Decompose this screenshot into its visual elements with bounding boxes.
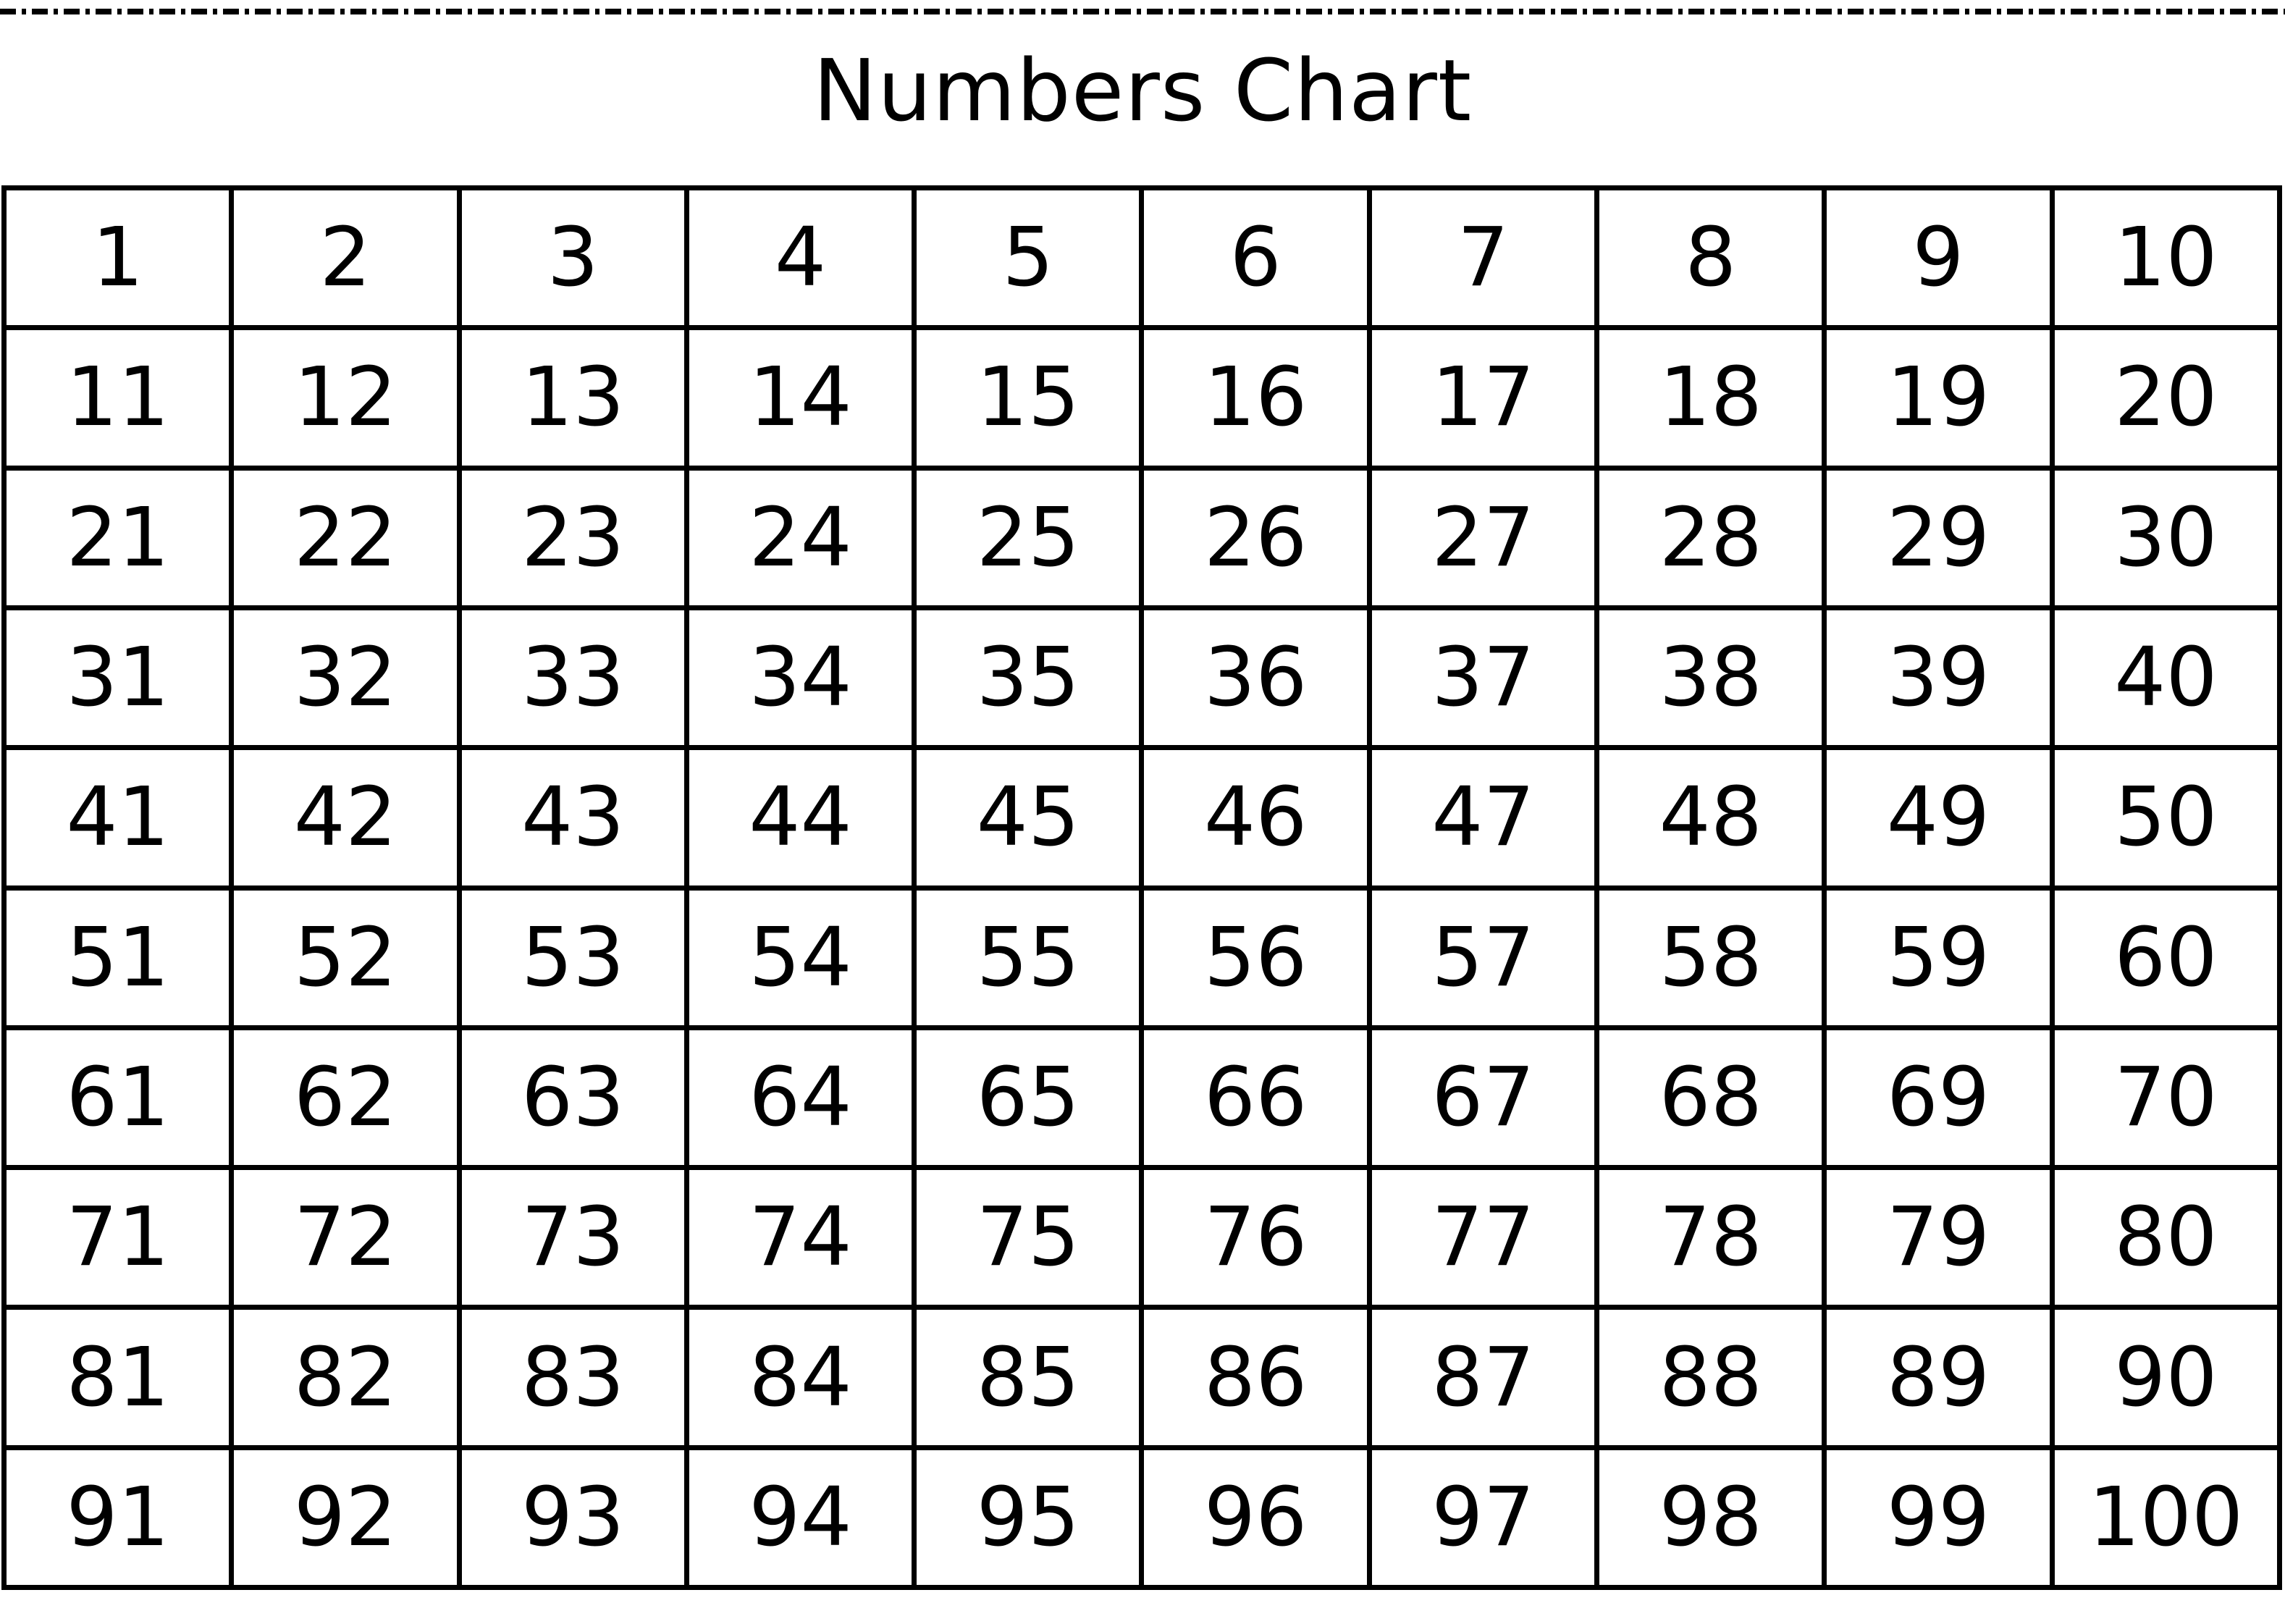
number-cell: 11 xyxy=(7,330,229,465)
number-cell: 74 xyxy=(689,1170,912,1305)
number-cell: 52 xyxy=(234,891,456,1025)
number-cell: 100 xyxy=(2055,1450,2277,1585)
number-cell: 66 xyxy=(1144,1030,1366,1165)
number-cell: 41 xyxy=(7,750,229,885)
number-cell: 63 xyxy=(462,1030,684,1165)
number-cell: 15 xyxy=(917,330,1139,465)
number-cell: 35 xyxy=(917,610,1139,745)
number-cell: 19 xyxy=(1827,330,2049,465)
number-cell: 57 xyxy=(1372,891,1594,1025)
number-cell: 32 xyxy=(234,610,456,745)
number-cell: 14 xyxy=(689,330,912,465)
number-cell: 22 xyxy=(234,471,456,605)
number-cell: 27 xyxy=(1372,471,1594,605)
number-cell: 7 xyxy=(1372,190,1594,325)
number-cell: 44 xyxy=(689,750,912,885)
number-cell: 55 xyxy=(917,891,1139,1025)
page-title: Numbers Chart xyxy=(812,41,1473,140)
number-cell: 4 xyxy=(689,190,912,325)
number-cell: 40 xyxy=(2055,610,2277,745)
number-cell: 24 xyxy=(689,471,912,605)
number-cell: 23 xyxy=(462,471,684,605)
number-cell: 51 xyxy=(7,891,229,1025)
number-cell: 10 xyxy=(2055,190,2277,325)
number-cell: 61 xyxy=(7,1030,229,1165)
number-cell: 25 xyxy=(917,471,1139,605)
number-cell: 99 xyxy=(1827,1450,2049,1585)
number-cell: 89 xyxy=(1827,1310,2049,1444)
number-cell: 67 xyxy=(1372,1030,1594,1165)
number-cell: 17 xyxy=(1372,330,1594,465)
number-cell: 21 xyxy=(7,471,229,605)
number-cell: 42 xyxy=(234,750,456,885)
number-cell: 26 xyxy=(1144,471,1366,605)
number-cell: 9 xyxy=(1827,190,2049,325)
number-cell: 65 xyxy=(917,1030,1139,1165)
numbers-grid xyxy=(1,185,2282,1590)
number-cell: 37 xyxy=(1372,610,1594,745)
number-cell: 93 xyxy=(462,1450,684,1585)
number-cell: 79 xyxy=(1827,1170,2049,1305)
number-cell: 31 xyxy=(7,610,229,745)
number-cell: 38 xyxy=(1599,610,1822,745)
number-cell: 45 xyxy=(917,750,1139,885)
number-cell: 91 xyxy=(7,1450,229,1585)
number-cell: 84 xyxy=(689,1310,912,1444)
number-cell: 20 xyxy=(2055,330,2277,465)
number-cell: 64 xyxy=(689,1030,912,1165)
number-cell: 92 xyxy=(234,1450,456,1585)
number-cell: 36 xyxy=(1144,610,1366,745)
number-cell: 28 xyxy=(1599,471,1822,605)
number-cell: 12 xyxy=(234,330,456,465)
number-cell: 58 xyxy=(1599,891,1822,1025)
number-cell: 46 xyxy=(1144,750,1366,885)
number-cell: 33 xyxy=(462,610,684,745)
number-cell: 54 xyxy=(689,891,912,1025)
number-cell: 72 xyxy=(234,1170,456,1305)
number-cell: 78 xyxy=(1599,1170,1822,1305)
number-cell: 95 xyxy=(917,1450,1139,1585)
number-cell: 98 xyxy=(1599,1450,1822,1585)
number-cell: 77 xyxy=(1372,1170,1594,1305)
number-cell: 97 xyxy=(1372,1450,1594,1585)
number-cell: 13 xyxy=(462,330,684,465)
number-cell: 60 xyxy=(2055,891,2277,1025)
number-cell: 1 xyxy=(7,190,229,325)
number-cell: 81 xyxy=(7,1310,229,1444)
number-cell: 76 xyxy=(1144,1170,1366,1305)
number-cell: 50 xyxy=(2055,750,2277,885)
number-cell: 69 xyxy=(1827,1030,2049,1165)
number-cell: 34 xyxy=(689,610,912,745)
number-cell: 16 xyxy=(1144,330,1366,465)
number-cell: 70 xyxy=(2055,1030,2277,1165)
number-cell: 71 xyxy=(7,1170,229,1305)
dashed-cut-line xyxy=(0,9,2285,14)
number-cell: 82 xyxy=(234,1310,456,1444)
number-cell: 48 xyxy=(1599,750,1822,885)
number-cell: 2 xyxy=(234,190,456,325)
number-cell: 87 xyxy=(1372,1310,1594,1444)
number-cell: 96 xyxy=(1144,1450,1366,1585)
number-cell: 88 xyxy=(1599,1310,1822,1444)
number-cell: 83 xyxy=(462,1310,684,1444)
number-cell: 80 xyxy=(2055,1170,2277,1305)
number-cell: 39 xyxy=(1827,610,2049,745)
number-cell: 3 xyxy=(462,190,684,325)
number-cell: 75 xyxy=(917,1170,1139,1305)
number-cell: 86 xyxy=(1144,1310,1366,1444)
number-cell: 73 xyxy=(462,1170,684,1305)
number-cell: 90 xyxy=(2055,1310,2277,1444)
number-cell: 30 xyxy=(2055,471,2277,605)
number-cell: 68 xyxy=(1599,1030,1822,1165)
number-cell: 6 xyxy=(1144,190,1366,325)
number-cell: 62 xyxy=(234,1030,456,1165)
number-cell: 47 xyxy=(1372,750,1594,885)
number-cell: 43 xyxy=(462,750,684,885)
number-cell: 56 xyxy=(1144,891,1366,1025)
number-cell: 49 xyxy=(1827,750,2049,885)
number-cell: 94 xyxy=(689,1450,912,1585)
number-cell: 59 xyxy=(1827,891,2049,1025)
number-cell: 18 xyxy=(1599,330,1822,465)
number-cell: 29 xyxy=(1827,471,2049,605)
number-cell: 53 xyxy=(462,891,684,1025)
number-cell: 8 xyxy=(1599,190,1822,325)
number-cell: 85 xyxy=(917,1310,1139,1444)
number-cell: 5 xyxy=(917,190,1139,325)
